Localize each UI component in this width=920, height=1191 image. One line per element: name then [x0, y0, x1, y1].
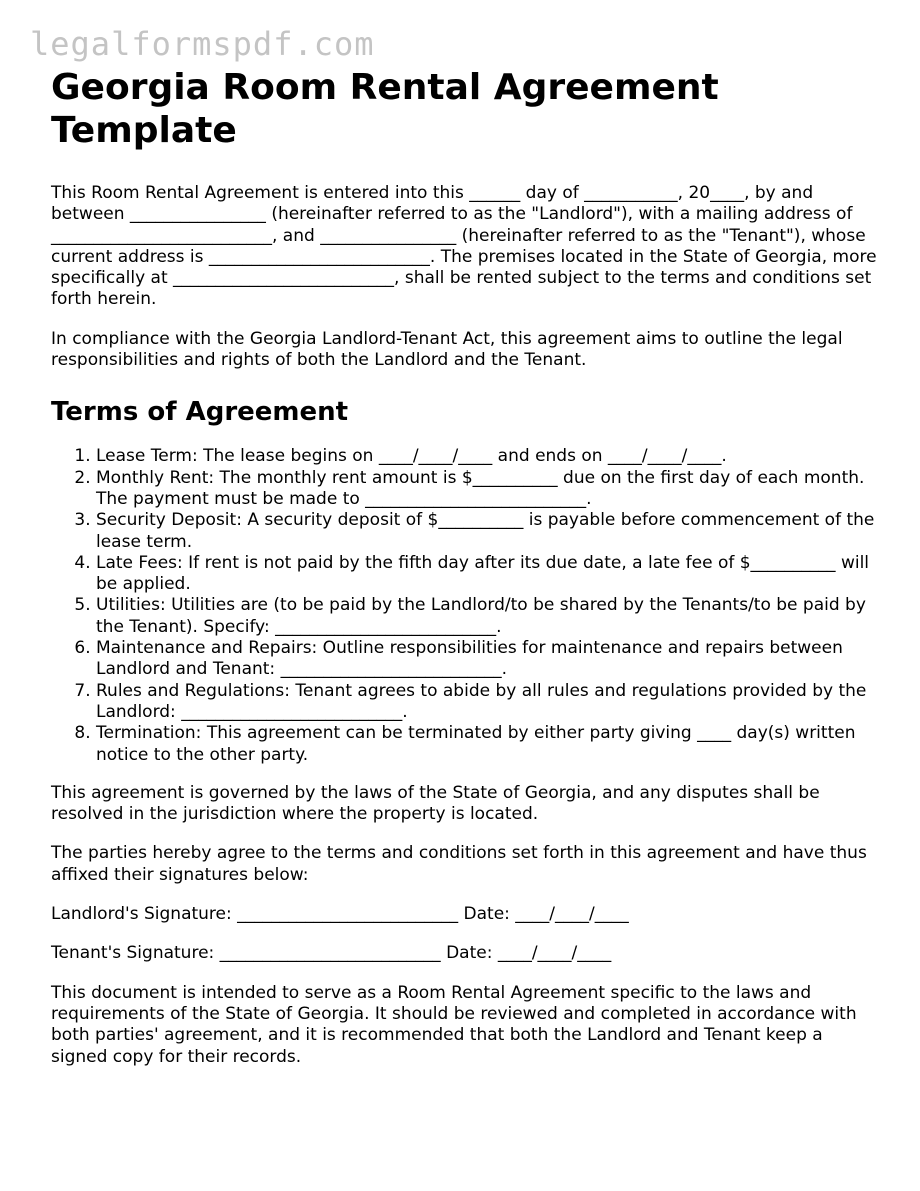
governing-law-paragraph: This agreement is governed by the laws of the State of Georgia, and any disputes shall be resolved in the jurisdiction where the property is located.	[51, 782, 820, 825]
list-item: 4. Late Fees: If rent is not paid by the fifth day after its due date, a late fee of $__________ will be applied.	[96, 553, 881, 596]
list-item: 1. Lease Term: The lease begins on ____/____/____ and ends on ____/____/____.	[96, 446, 881, 467]
list-item: 7. Rules and Regulations: Tenant agrees to abide by all rules and regulations provided by the Landlord: __________________________.	[96, 681, 881, 724]
list-item: 6. Maintenance and Repairs: Outline responsibilities for maintenance and repairs between Landlord and Tenant: __________________________.	[96, 638, 881, 681]
landlord-signature-line: Landlord's Signature: __________________________ Date: ____/____/____	[51, 904, 629, 925]
compliance-paragraph: In compliance with the Georgia Landlord-Tenant Act, this agreement aims to outline the legal responsibilities and rights of both the Landlord and the Tenant.	[51, 328, 843, 371]
page-title: Georgia Room Rental Agreement Template	[51, 67, 719, 151]
closing-paragraph: This document is intended to serve as a Room Rental Agreement specific to the laws and requirements of the State of Georgia. It should be reviewed and completed in accordance with both parties' agreement, and it is recommended that both the Landlord and Tenant keep a signed copy for their records.	[51, 982, 857, 1067]
agreement-paragraph: The parties hereby agree to the terms and conditions set forth in this agreement and have thus affixed their signatures below:	[51, 843, 867, 885]
list-item: 3. Security Deposit: A security deposit of $__________ is payable before commencement of the lease term.	[96, 510, 881, 553]
list-item: 8. Termination: This agreement can be terminated by either party giving ____ day(s) written notice to the other party.	[96, 723, 881, 766]
terms-list	[51, 446, 881, 765]
list-item: 2. Monthly Rent: The monthly rent amount is $__________ due on the first day of each month. The payment must be made to __________________________.	[96, 468, 881, 511]
watermark: legalformspdf.com	[30, 25, 375, 63]
tenant-signature-line: Tenant's Signature: __________________________ Date: ____/____/____	[51, 943, 612, 964]
terms-heading: Terms of Agreement	[51, 397, 349, 428]
intro-paragraph: This Room Rental Agreement is entered into this ______ day of ___________, 20____, by and between ________________ (hereinafter referred to as the "Landlord"), with a mailing address of __________________________, and ________________ (hereinafter referred to as the "Tenant"), whose current address is __________________________. The premises located in the State of Georgia, more specifically at __________________________, shall be rented subject to the terms and conditions set forth herein.	[51, 183, 877, 310]
document-body	[51, 66, 881, 1086]
list-item: 5. Utilities: Utilities are (to be paid by the Landlord/to be shared by the Tenants/to be paid by the Tenant). Specify: __________________________.	[96, 595, 881, 638]
